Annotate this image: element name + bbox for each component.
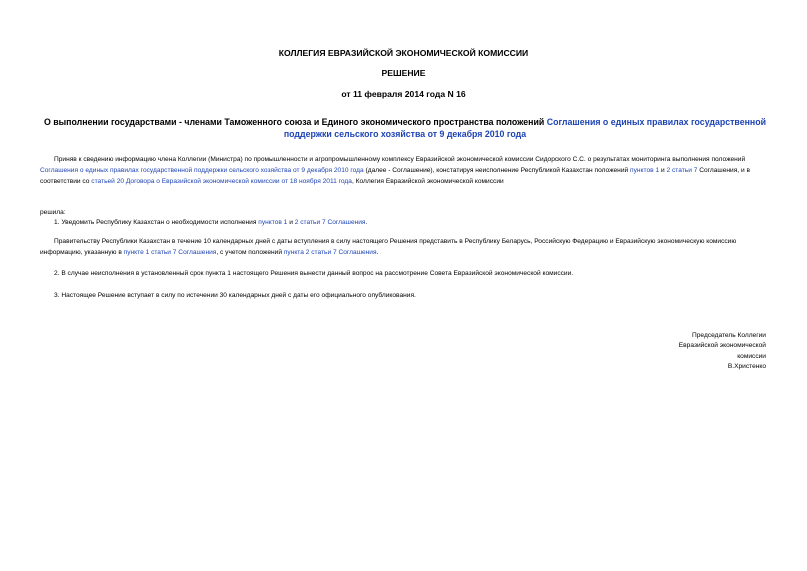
item-1b-text-3: . [376,248,379,256]
item-1-points-link[interactable]: пунктов 1 [258,219,288,226]
decided-label: решила: [40,209,66,216]
preamble-text-3: и [659,166,667,174]
item-3-paragraph: 3. Настоящее Решение вступает в силу по истечении 30 календарных дней с даты его официального опубликования. [54,292,416,299]
document-title [40,116,770,140]
item-1b-paragraph [40,237,772,259]
item-1-paragraph [40,218,772,229]
signature-line-3: комиссии [737,352,766,360]
org-heading: КОЛЛЕГИЯ ЕВРАЗИЙСКОЙ ЭКОНОМИЧЕСКОЙ КОМИССИИ [278,48,529,58]
points-1-link[interactable]: пунктов 1 [630,166,660,174]
item-1-article-link[interactable]: 2 статьи 7 Соглашения [294,219,366,226]
preamble-text-2: (далее - Соглашение), констатируя неисполнение Республикой Казахстан положений [363,166,631,174]
item-1b-text-1: Правительству Республики Казахстан в течение 10 календарных дней с даты вступления в силу настоящего Решения представить в Республику Беларусь, Российскую Федерацию и Евразийскую экономическую комиссию информацию, указанную в [40,238,737,256]
doc-type-heading: РЕШЕНИЕ [381,68,426,78]
date-number-heading: от 11 февраля 2014 года N 16 [341,89,466,99]
article-7-point-2-link[interactable]: 2 статьи 7 [666,166,698,174]
item-1-text-3: . [365,219,368,226]
signature-line-2: Евразийской экономической [678,342,766,350]
title-agreement-link[interactable]: Соглашения о единых правилах государственной поддержки сельского хозяйства от 9 декабря 2010 года [283,117,767,139]
preamble-text-4: Соглашения, и в соответствии со [40,166,750,185]
item-2-paragraph: 2. В случае неисполнения в установленный срок пункта 1 настоящего Решения вынести данный вопрос на рассмотрение Совета Евразийской экономической комиссии. [54,270,574,277]
title-text: О выполнении государствами - членами Таможенного союза и Единого экономического пространства положений [43,117,547,127]
item-1-text-1: 1. Уведомить Республику Казахстан о необходимости исполнения [54,219,259,226]
preamble-paragraph [40,155,772,187]
signature-line-1: Председатель Коллегии [692,332,766,339]
treaty-article-20-link[interactable]: статьей 20 Договора о Евразийской экономической комиссии от 18 ноября 2011 года [91,177,352,185]
signature-name: В.Христенко [727,363,766,371]
item-1b-point-1-link[interactable]: пункте 1 статьи 7 Соглашения [123,248,217,256]
agreement-link[interactable]: Соглашения о единых правилах государственной поддержки сельского хозяйства от 9 декабря 2010 года [40,166,364,174]
preamble-text-5: , Коллегия Евразийской экономической комиссии [351,177,504,185]
item-1b-point-2-link[interactable]: пункта 2 статьи 7 Соглашения [283,248,377,256]
preamble-text-1: Приняв к сведению информацию члена Коллегии (Министра) по промышленности и агропромышленному комплексу Евразийской экономической комиссии Сидорского С.С. о результатах мониторинга выполнения положений [54,156,746,163]
signature-block [679,331,766,373]
item-1-text-2: и [287,219,295,226]
item-1b-text-2: , с учетом положений [216,248,284,256]
